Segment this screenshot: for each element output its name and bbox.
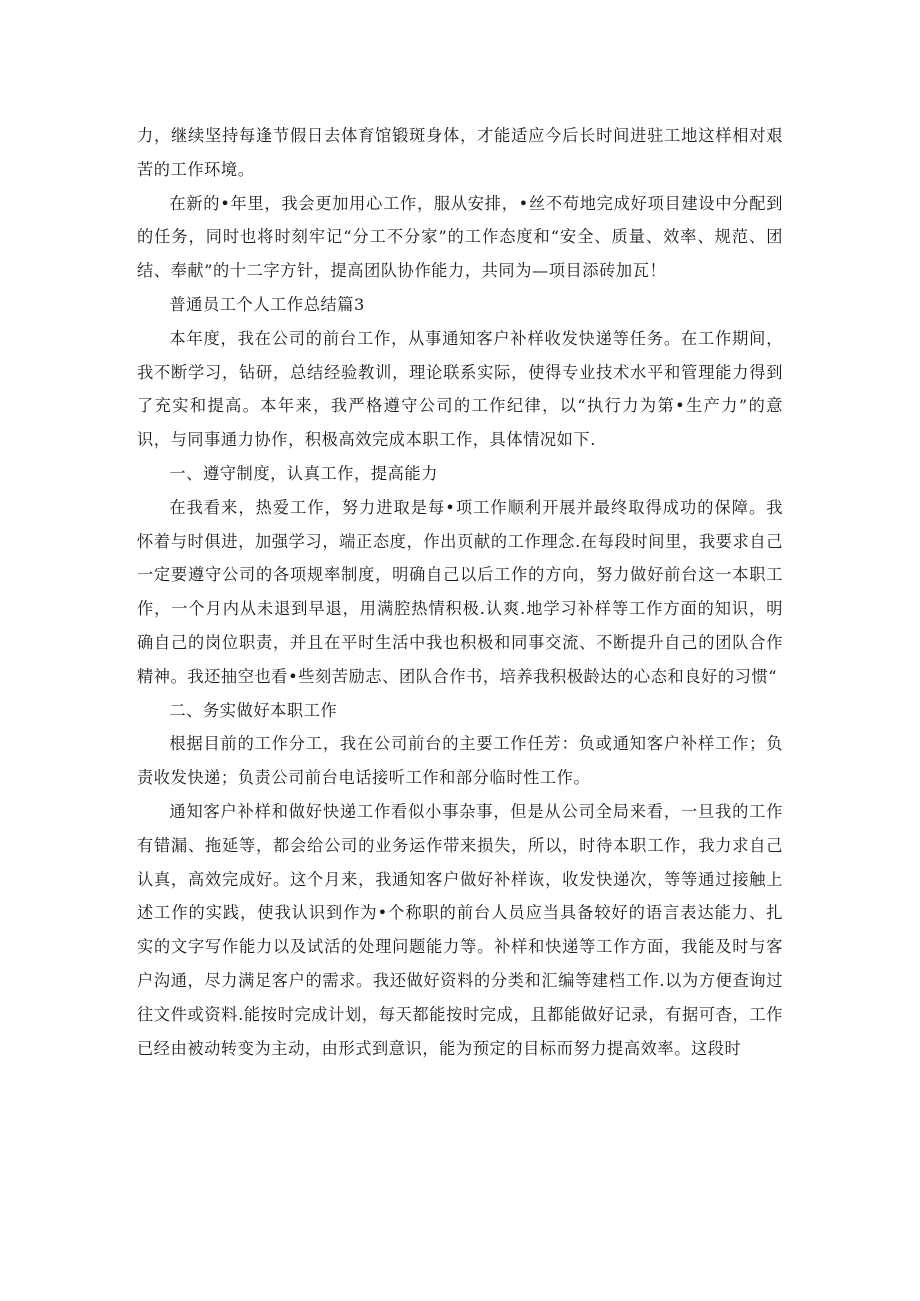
section-title: 普通员工个人工作总结篇3 <box>169 294 365 314</box>
paragraph-discipline: 在我看来，热爱工作，努力进取是每•项工作顺利开展并最终取得成功的保障。我怀着与时俱进，加强学习，端正态度，作出页献的工作理念.在每段时间里，我要求自己一定要遵守公司的各项规率制度，明确自己以后工作的方向，努力做好前台这一本职工作，一个月内从未退到早退，用满腔热情积极.认爽.地学习补样等工作方面的知识，明确自己的岗位职责，并且在平时生活中我也积极和同事交流、不断提升自己的团队合作精神。我还抽空也看•些刻苦励志、团队合作书，培养我积极龄达的心态和良好的习惯“ <box>137 497 783 686</box>
paragraph-details: 通知客户补样和做好快递工作看似小事杂事，但是从公司全局来看，一旦我的工作有错漏、拖延等，都会给公司的业务运作带来损失，所以，时待本职工作，我力求自己认真，高效完成好。这个月来，我通知客户做好补样诙，收发快递次，等等通过接触上述工作的实践，使我认识到作为•个称职的前台人员应当具备较好的语言表达能力、扎实的文字写作能力以及试活的处理问题能力等。补样和快递等工作方面，我能及时与客户沟通，尽力满足客户的需求。我还做好资料的分类和汇编等建档工作.以为方便查询过往文件或资料.能按时完成计划，每天都能按时完成，且都能做好记录，有据可杳，工作已经由被动转变为主动，由形式到意识，能为预定的目标而努力提高效率。这段时 <box>137 801 783 1058</box>
paragraph-intro: 本年度，我在公司的前台工作，从事通知客户补样收发快递等任务。在工作期间，我不断学习，钻研，总结经验教训，理论联系实际，使得专业技术水平和管理能力得到了充实和提高。本年来，我严格遵守公司的工作纪律，以“执行力为第•生产力”的意识，与同事通力协作，积极高效完成本职工作，具体情况如下. <box>137 328 783 450</box>
paragraph-duties: 根据目前的工作分工，我在公司前台的主要工作任芳：负或通知客户补样工作；负责收发快递；负责公司前台电话接听工作和部分临时性工作。 <box>137 734 783 788</box>
subheading-2: 二、务实做好本职工作 <box>169 700 338 720</box>
document-body <box>137 119 783 1065</box>
subheading-1: 一、遵守制度，认真工作，提高能力 <box>169 463 438 483</box>
paragraph-new-year-plan: 在新的•年里，我会更加用心工作，服从安排，•丝不苟地完成好项目建设中分配到的任务，同时也将时刻牢记“分工不分家”的工作态度和“安全、质量、效率、规范、团结、奉献”的十二字方针，提高团队协作能力，共同为—项目添砖加瓦！ <box>137 193 783 281</box>
paragraph-continuation: 力，继续坚持每逢节假日去体育馆锻斑身体，才能适应今后长时间进驻工地这样相对艰苦的工作环境。 <box>137 126 783 179</box>
